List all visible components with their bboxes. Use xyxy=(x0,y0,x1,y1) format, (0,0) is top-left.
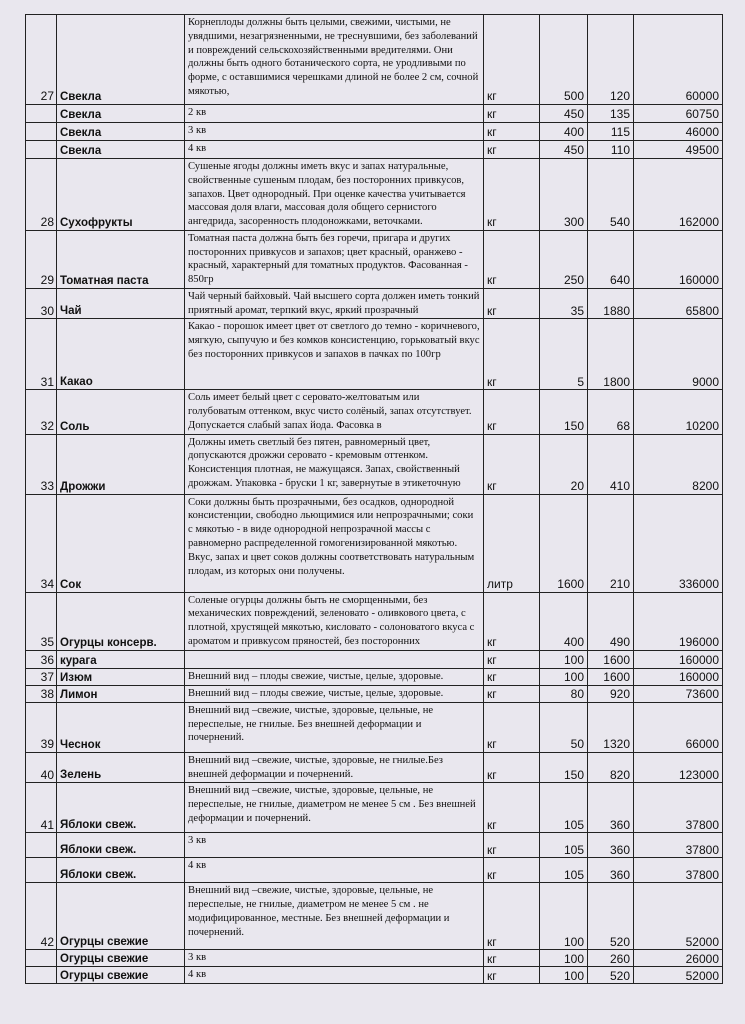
sum-cell: 60000 xyxy=(634,15,723,105)
row-number: 36 xyxy=(26,650,57,668)
row-number xyxy=(26,141,57,159)
quantity-cell: 100 xyxy=(540,668,588,685)
quantity-cell: 80 xyxy=(540,685,588,702)
product-description: Сушеные ягоды должны иметь вкус и запах натуральные, свойственные сушеным плодам, без посторонних привкусов, запахов. Цвет однородный. При оценке качества учитывается массовая доля влаги, массовая доля общего сернистого ангедрида, засоренность плодоножками, веточками. xyxy=(185,159,484,231)
table-row xyxy=(26,783,723,833)
product-name: Огурцы консерв. xyxy=(57,592,185,650)
table-row xyxy=(26,123,723,141)
table-row xyxy=(26,592,723,650)
row-number xyxy=(26,967,57,984)
price-cell: 1600 xyxy=(588,668,634,685)
row-number xyxy=(26,123,57,141)
row-number xyxy=(26,105,57,123)
sum-cell: 26000 xyxy=(634,950,723,967)
product-name: курага xyxy=(57,650,185,668)
table-row xyxy=(26,434,723,494)
table-row xyxy=(26,494,723,592)
unit-cell: кг xyxy=(484,230,540,288)
price-cell: 1320 xyxy=(588,702,634,752)
row-number: 29 xyxy=(26,230,57,288)
table-row xyxy=(26,159,723,231)
unit-cell: кг xyxy=(484,783,540,833)
product-name: Огурцы свежие xyxy=(57,883,185,950)
product-name: Яблоки свеж. xyxy=(57,833,185,858)
price-cell: 1880 xyxy=(588,288,634,319)
quantity-cell: 20 xyxy=(540,434,588,494)
product-name: Чай xyxy=(57,288,185,319)
price-cell: 1800 xyxy=(588,319,634,390)
quantity-cell: 150 xyxy=(540,390,588,434)
table-body xyxy=(26,15,723,984)
table-row xyxy=(26,685,723,702)
unit-cell: кг xyxy=(484,159,540,231)
quantity-cell: 105 xyxy=(540,783,588,833)
sum-cell: 73600 xyxy=(634,685,723,702)
sum-cell: 52000 xyxy=(634,967,723,984)
row-number: 41 xyxy=(26,783,57,833)
table-row xyxy=(26,141,723,159)
product-table xyxy=(25,14,723,984)
price-cell: 120 xyxy=(588,15,634,105)
table-row xyxy=(26,833,723,858)
sum-cell: 60750 xyxy=(634,105,723,123)
sum-cell: 66000 xyxy=(634,702,723,752)
table-row xyxy=(26,105,723,123)
unit-cell: кг xyxy=(484,141,540,159)
sum-cell: 37800 xyxy=(634,783,723,833)
product-name: Яблоки свеж. xyxy=(57,858,185,883)
row-number xyxy=(26,950,57,967)
table-row xyxy=(26,668,723,685)
sum-cell: 49500 xyxy=(634,141,723,159)
product-description: Должны иметь светлый без пятен, равномерный цвет, допускаются дрожжи серовато - кремовым оттенком. Консистенция плотная, не мажущаяся. Запах, свойственный дрожжам. Упаковка - бруски 1 кг, завернутые в этикеточную xyxy=(185,434,484,494)
quantity-cell: 105 xyxy=(540,858,588,883)
unit-cell: кг xyxy=(484,752,540,783)
product-description: Внешний вид –свежие, чистые, здоровые, цельные, не переспелые, не гнилые. Без внешней деформации и почернений. xyxy=(185,702,484,752)
price-cell: 640 xyxy=(588,230,634,288)
unit-cell: кг xyxy=(484,319,540,390)
sum-cell: 52000 xyxy=(634,883,723,950)
sum-cell: 123000 xyxy=(634,752,723,783)
price-cell: 920 xyxy=(588,685,634,702)
quantity-cell: 1600 xyxy=(540,494,588,592)
quantity-cell: 400 xyxy=(540,592,588,650)
table-row xyxy=(26,230,723,288)
table-row xyxy=(26,15,723,105)
unit-cell: кг xyxy=(484,883,540,950)
table-row xyxy=(26,967,723,984)
product-description xyxy=(185,650,484,668)
quantity-cell: 35 xyxy=(540,288,588,319)
sum-cell: 37800 xyxy=(634,858,723,883)
product-description: Внешний вид – плоды свежие, чистые, целые, здоровые. xyxy=(185,668,484,685)
sum-cell: 160000 xyxy=(634,650,723,668)
product-name: Огурцы свежие xyxy=(57,967,185,984)
sum-cell: 46000 xyxy=(634,123,723,141)
quantity-cell: 500 xyxy=(540,15,588,105)
quantity-cell: 50 xyxy=(540,702,588,752)
product-description: 4 кв xyxy=(185,141,484,159)
price-cell: 490 xyxy=(588,592,634,650)
product-name: Свекла xyxy=(57,105,185,123)
quantity-cell: 100 xyxy=(540,967,588,984)
quantity-cell: 400 xyxy=(540,123,588,141)
row-number xyxy=(26,858,57,883)
product-description: 3 кв xyxy=(185,950,484,967)
row-number: 40 xyxy=(26,752,57,783)
unit-cell: кг xyxy=(484,123,540,141)
price-cell: 520 xyxy=(588,883,634,950)
sum-cell: 8200 xyxy=(634,434,723,494)
price-cell: 115 xyxy=(588,123,634,141)
quantity-cell: 100 xyxy=(540,650,588,668)
product-name: Огурцы свежие xyxy=(57,950,185,967)
product-name: Сок xyxy=(57,494,185,592)
table-row xyxy=(26,883,723,950)
product-description: Внешний вид – плоды свежие, чистые, целые, здоровые. xyxy=(185,685,484,702)
product-name: Томатная паста xyxy=(57,230,185,288)
sum-cell: 160000 xyxy=(634,230,723,288)
unit-cell: кг xyxy=(484,434,540,494)
sum-cell: 336000 xyxy=(634,494,723,592)
sum-cell: 160000 xyxy=(634,668,723,685)
price-cell: 260 xyxy=(588,950,634,967)
row-number: 34 xyxy=(26,494,57,592)
row-number: 38 xyxy=(26,685,57,702)
table-row xyxy=(26,319,723,390)
product-description: 2 кв xyxy=(185,105,484,123)
price-cell: 520 xyxy=(588,967,634,984)
row-number: 37 xyxy=(26,668,57,685)
table-row xyxy=(26,702,723,752)
unit-cell: кг xyxy=(484,650,540,668)
product-description: Чай черный байховый. Чай высшего сорта должен иметь тонкий приятный аромат, терпкий вкус, яркий прозрачный xyxy=(185,288,484,319)
product-name: Изюм xyxy=(57,668,185,685)
quantity-cell: 450 xyxy=(540,141,588,159)
table-row xyxy=(26,752,723,783)
price-cell: 360 xyxy=(588,783,634,833)
price-cell: 360 xyxy=(588,858,634,883)
quantity-cell: 450 xyxy=(540,105,588,123)
unit-cell: кг xyxy=(484,702,540,752)
product-description: 3 кв xyxy=(185,123,484,141)
product-description: Внешний вид –свежие, чистые, здоровые, не гнилые.Без внешней деформации и почернений. xyxy=(185,752,484,783)
product-name: Яблоки свеж. xyxy=(57,783,185,833)
sum-cell: 10200 xyxy=(634,390,723,434)
product-name: Дрожжи xyxy=(57,434,185,494)
product-name: Лимон xyxy=(57,685,185,702)
row-number: 39 xyxy=(26,702,57,752)
row-number: 30 xyxy=(26,288,57,319)
quantity-cell: 300 xyxy=(540,159,588,231)
product-name: Какао xyxy=(57,319,185,390)
product-description: Соки должны быть прозрачными, без осадков, однородной консистенции, свободно льющимися или непрозрачными; соки с мякотью - в виде однородной непрозрачной массы с равномерно распределенной гомогенизированной мякотью. Вкус, запах и цвет соков должны соответствовать натуральным плодам, из которых они получены. xyxy=(185,494,484,592)
product-description: Томатная паста должна быть без горечи, пригара и других посторонних привкусов и запахов; цвет красный, оранжево - красный, характерный для томатных продуктов. Фасованная - 850гр xyxy=(185,230,484,288)
unit-cell: литр xyxy=(484,494,540,592)
row-number xyxy=(26,833,57,858)
quantity-cell: 250 xyxy=(540,230,588,288)
product-name: Чеснок xyxy=(57,702,185,752)
price-cell: 135 xyxy=(588,105,634,123)
unit-cell: кг xyxy=(484,967,540,984)
table-row xyxy=(26,950,723,967)
table-row xyxy=(26,650,723,668)
row-number: 31 xyxy=(26,319,57,390)
sum-cell: 65800 xyxy=(634,288,723,319)
quantity-cell: 105 xyxy=(540,833,588,858)
unit-cell: кг xyxy=(484,390,540,434)
row-number: 28 xyxy=(26,159,57,231)
sum-cell: 9000 xyxy=(634,319,723,390)
product-description: Какао - порошок имеет цвет от светлого до темно - коричневого, мягкую, сыпучую и без комков консистенцию, горьковатый вкус без посторонних привкусов и запахов в пачках по 100гр xyxy=(185,319,484,390)
product-name: Зелень xyxy=(57,752,185,783)
product-name: Свекла xyxy=(57,123,185,141)
price-cell: 540 xyxy=(588,159,634,231)
price-cell: 1600 xyxy=(588,650,634,668)
price-cell: 110 xyxy=(588,141,634,159)
product-name: Соль xyxy=(57,390,185,434)
row-number: 33 xyxy=(26,434,57,494)
quantity-cell: 150 xyxy=(540,752,588,783)
price-cell: 820 xyxy=(588,752,634,783)
price-cell: 410 xyxy=(588,434,634,494)
product-description: Внешний вид –свежие, чистые, здоровые, цельные, не переспелые, не гнилые, диаметром не менее 5 см . Без внешней деформации и почернений. xyxy=(185,783,484,833)
quantity-cell: 100 xyxy=(540,950,588,967)
unit-cell: кг xyxy=(484,288,540,319)
product-description: 3 кв xyxy=(185,833,484,858)
product-description: 4 кв xyxy=(185,967,484,984)
unit-cell: кг xyxy=(484,592,540,650)
sum-cell: 37800 xyxy=(634,833,723,858)
product-description: 4 кв xyxy=(185,858,484,883)
product-name: Сухофрукты xyxy=(57,159,185,231)
price-cell: 210 xyxy=(588,494,634,592)
unit-cell: кг xyxy=(484,15,540,105)
product-name: Свекла xyxy=(57,141,185,159)
product-description: Соль имеет белый цвет с серовато-желтоватым или голубоватым оттенком, вкус чисто солёный, запах отсутствует. Допускается слабый запах йода. Фасовка в xyxy=(185,390,484,434)
row-number: 35 xyxy=(26,592,57,650)
row-number: 42 xyxy=(26,883,57,950)
price-cell: 360 xyxy=(588,833,634,858)
table-row xyxy=(26,858,723,883)
unit-cell: кг xyxy=(484,685,540,702)
unit-cell: кг xyxy=(484,858,540,883)
table-row xyxy=(26,390,723,434)
price-cell: 68 xyxy=(588,390,634,434)
product-name: Свекла xyxy=(57,15,185,105)
unit-cell: кг xyxy=(484,105,540,123)
unit-cell: кг xyxy=(484,668,540,685)
quantity-cell: 5 xyxy=(540,319,588,390)
quantity-cell: 100 xyxy=(540,883,588,950)
row-number: 32 xyxy=(26,390,57,434)
product-description: Внешний вид –свежие, чистые, здоровые, цельные, не переспелые, не гнилые, диаметром не менее 5 см . не модифицированное, местные. Без внешней деформации и почернений. xyxy=(185,883,484,950)
product-description: Соленые огурцы должны быть не сморщенными, без механических повреждений, зеленовато - оливкового цвета, с плотной, хрустящей мякотью, кисловато - солоноватого вкуса с ароматом и привкусом пряностей, без посторонних xyxy=(185,592,484,650)
table-row xyxy=(26,288,723,319)
sum-cell: 196000 xyxy=(634,592,723,650)
unit-cell: кг xyxy=(484,833,540,858)
product-description: Корнеплоды должны быть целыми, свежими, чистыми, не увядшими, незагрязненными, не треснувшими, без заболеваний и повреждений сельскохозяйственными вредителями. Они должны быть одного ботанического сорта, не уродливыми по форме, с оставшимися черешками длиной не более 2 см, сочной мякотью, xyxy=(185,15,484,105)
row-number: 27 xyxy=(26,15,57,105)
sum-cell: 162000 xyxy=(634,159,723,231)
unit-cell: кг xyxy=(484,950,540,967)
